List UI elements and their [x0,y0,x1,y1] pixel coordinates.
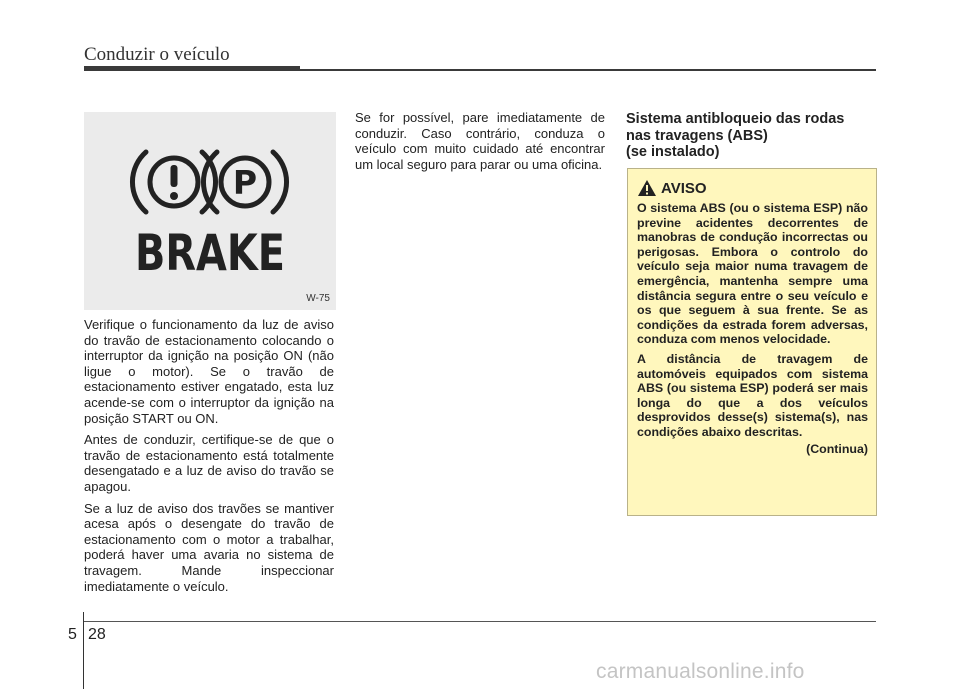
chapter-title: Conduzir o veículo [84,44,230,65]
chapter-number: 5 [68,626,77,643]
paragraph: Se for possível, pare imediatamente de conduzir. Caso contrário, conduza o veículo com muito cuidado até encontrar um local seguro para parar ou uma oficina. [355,110,605,172]
footer-horizontal-rule [84,621,876,622]
warning-box [627,168,877,516]
heading-line: nas travagens (ABS) [626,127,768,144]
header-bar-thin [300,69,876,71]
brake-label-text: BRAKE [135,224,285,282]
warning-text [637,201,868,440]
column-2-text [355,110,605,178]
warning-header [637,179,868,197]
warning-paragraph: O sistema ABS (ou o sistema ESP) não previne acidentes decorrentes de manobras de condução incorrectas ou perigosas. Embora o controlo do veículo seja maior numa travagem de emergência, mantenha sempre uma distância segura entre o seu veículo e os que seguem à sua frente. Se as condições da estrada forem adversas, conduza com menos velocidade. [637,201,868,347]
heading-line: Sistema antibloqueio das rodas [626,111,845,127]
continued-label: (Continua) [806,441,868,456]
heading-line: (se instalado) [626,144,720,160]
warning-paragraph: A distância de travagem de automóveis equipados com sistema ABS (ou sistema ESP) poderá ser mais longa do que a dos veículos desprovidos desse(s) sistema(s), nas condições abaixo descritas. [637,351,868,439]
paragraph: Se a luz de aviso dos travões se mantiver acesa após o desengate do travão de estacionamento com o motor a trabalhar, poderá haver uma avaria no sistema de travagem. Mande inspeccionar imediatamente o veículo. [84,500,334,594]
abs-section-heading [626,111,876,161]
warning-triangle-icon [637,179,657,197]
header-bar-thick [84,66,300,71]
paragraph: Verifique o funcionamento da luz de aviso do travão de estacionamento colocando o interruptor da ignição na posição ON (não ligue o motor). Se o travão de estacionamento estiver engatado, esta luz acende-se com o interruptor da ignição na posição START ou ON. [84,317,334,426]
brake-warning-icon [84,112,336,310]
brake-warning-figure [84,112,336,310]
column-1-text [84,317,334,600]
footer-vertical-rule [83,612,84,689]
watermark: carmanualsonline.info [596,660,805,683]
page-number: 28 [88,626,106,643]
warning-title: AVISO [661,179,707,197]
figure-code: W-75 [306,293,330,304]
svg-text:P: P [232,163,258,202]
paragraph: Antes de conduzir, certifique-se de que o travão de estacionamento está totalmente desengatado e a luz de aviso do travão se apagou. [84,432,334,494]
